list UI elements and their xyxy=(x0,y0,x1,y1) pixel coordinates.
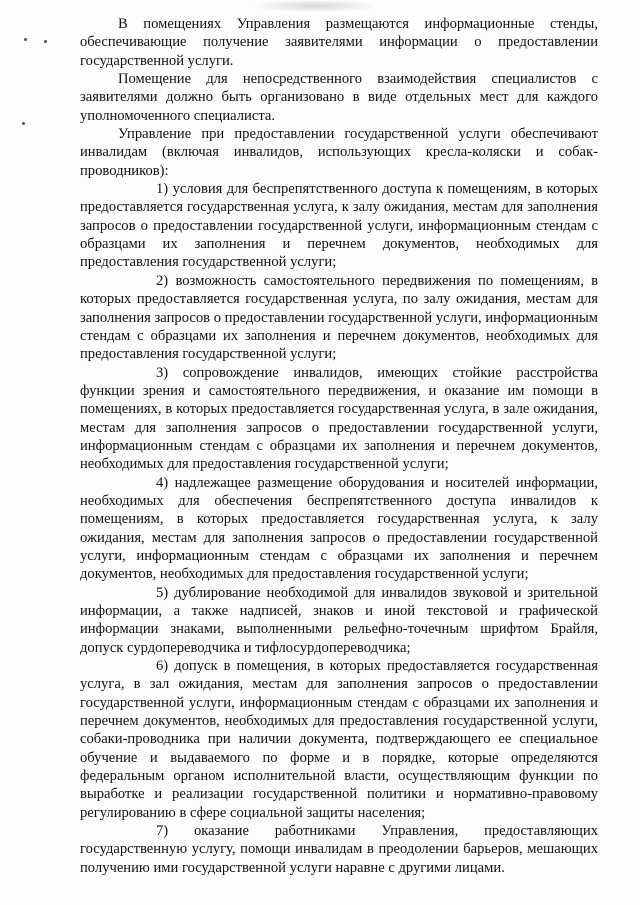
list-item xyxy=(80,822,598,877)
list-item xyxy=(80,364,598,474)
list-item-number: 1) xyxy=(156,181,169,198)
scan-speck xyxy=(44,40,47,43)
list-item-number: 6) xyxy=(156,658,169,675)
list-item xyxy=(80,474,598,584)
list-item-number: 4) xyxy=(156,474,169,491)
list-item xyxy=(80,584,598,657)
list-item-number: 3) xyxy=(156,364,169,381)
list-item-number: 2) xyxy=(156,272,169,289)
list-item-text: допуск в помещения, в которых предоставляется государственная услуга, в зал ожидания, местам для заполнения запросов о предоставлении государственной услуги, информационным стендам с образцами их заполнения и перечнем документов, необходимых для предоставления государственной услуги, собаки-проводника при наличии документа, подтверждающего ее специальное обучение и выдаваемого по форме и в порядке, которые определяются федеральным органом исполнительной власти, осуществляющим функции по выработке и реализации государственной политики и нормативно-правовому регулированию в сфере социальной защиты населения; xyxy=(80,658,598,821)
list-item-text: оказание работниками Управления, предоставляющих государственную услугу, помощи инвалидам в преодолении барьеров, мешающих получению ими государственной услуги наравне с другими лицами. xyxy=(80,823,599,876)
list-item-number: 5) xyxy=(156,584,169,601)
scan-speck xyxy=(24,38,27,41)
list-item-text: возможность самостоятельного передвижения по помещениям, в которых предоставляется государственная услуга, по залу ожидания, местам для заполнения запросов о предоставлении государственной услуги, информационным стендам с образцами их заполнения и перечнем документов, необходимых для предоставления государственной услуги; xyxy=(80,272,598,363)
scan-artifact xyxy=(255,0,375,12)
list-item xyxy=(80,180,598,272)
scan-speck xyxy=(22,122,25,125)
list-item xyxy=(80,272,598,364)
list-item xyxy=(80,657,598,822)
list-item-text: надлежащее размещение оборудования и носителей информации, необходимых для обеспечения беспрепятственного доступа инвалидов к помещениям, в которых предоставляется государственная услуга, к залу ожидания, местам для заполнения запросов о предоставлении государственной услуги, информационным стендам с образцами их заполнения и перечнем документов, необходимых для предоставления государственной услуги; xyxy=(80,474,598,583)
paragraph-workplaces: Помещение для непосредственного взаимодействия специалистов с заявителями должно быть организовано в виде отдельных мест для каждого уполномоченного специалиста. xyxy=(80,71,598,124)
paragraph-stands: В помещениях Управления размещаются информационные стенды, обеспечивающие получение заявителями информации о предоставлении государственной услуги. xyxy=(80,16,598,69)
list-item-number: 7) xyxy=(156,823,169,840)
document-body xyxy=(80,15,598,877)
paragraph-accessibility-intro: Управление при предоставлении государственной услуги обеспечивают инвалидам (включая инвалидов, использующих кресла-коляски и собак-проводников): xyxy=(80,126,598,179)
list-item-text: сопровождение инвалидов, имеющих стойкие расстройства функции зрения и самостоятельного передвижения, и оказание им помощи в помещениях, в которых предоставляется государственная услуга, в зале ожидания, местам для заполнения запросов о предоставлении государственной услуги, информационным стендам с образцами их заполнения и перечнем документов, необходимых для предоставления государственной услуги; xyxy=(80,364,598,473)
list-item-text: дублирование необходимой для инвалидов звуковой и зрительной информации, а также надписей, знаков и иной текстовой и графической информации знаками, выполненными рельефно-точечным шрифтом Брайля, допуск сурдопереводчика и тифлосурдопереводчика; xyxy=(80,584,598,656)
list-item-text: условия для беспрепятственного доступа к помещениям, в которых предоставляется государственная услуга, к залу ожидания, местам для заполнения запросов о предоставлении государственной услуги, информационным стендам с образцами их заполнения и перечнем документов, необходимых для предоставления государственной услуги; xyxy=(80,181,598,271)
